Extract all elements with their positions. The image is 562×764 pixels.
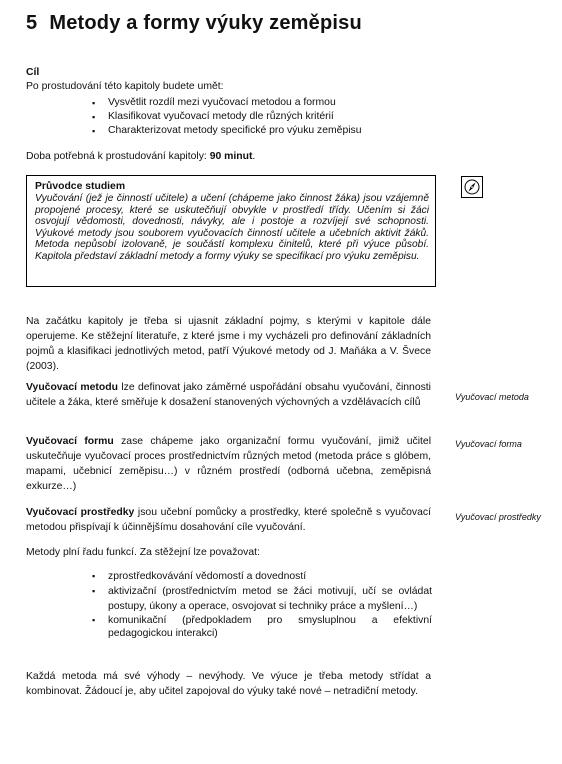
goal-list [92, 96, 362, 138]
study-guide-box [26, 175, 436, 287]
intro-paragraph: Na začátku kapitoly je třeba si ujasnit základní pojmy, s kterými v kapitole dále operujeme. Ke stěžejní literatuře, z které jsme i my vycházeli pro definování základních pojmů a klasifikaci jednotlivých metod, patří Výukové metody od J. Maňáka a V. Švece (2003). [26, 316, 431, 372]
duration-label: Doba potřebná k prostudování kapitoly: [26, 151, 207, 162]
study-duration: Doba potřebná k prostudování kapitoly: 90 minut. [26, 151, 256, 162]
function-item: ▪ komunikační (předpokladem pro smysluplnou a efektivní pedagogickou interakci) [92, 614, 432, 640]
definition-means [26, 505, 431, 535]
definition-text: zase chápeme jako organizační formu vyučování, jimiž učitel uskutečňuje vyučovací proces prostřednictvím různých metod (metoda práce s glóbem, mapami, učebnicí zeměpisu…) v různém prostředí (odborná učebna, zeměpisná exkurze…) [26, 436, 432, 492]
goal-intro: Po prostudování této kapitoly budete umět: [26, 81, 224, 92]
page-title [26, 12, 362, 35]
study-guide-text: Vyučování (jež je činností učitele) a učení (chápeme jako činnost žáka) jsou vzájemně propojené procesy, které se uskutečňují obvykle v prostředí třídy. Učením si žáci osvojují vědomosti, dovednosti, návyky, ale i postoje a rozvíjejí své schopnosti. Výukové metody jsou souborem vyučovacích činností učitele a učebních aktivit žáků. Metoda nepůsobí izolovaně, je součástí komplexu činitelů, které při výuce působí. Kapitola představí základní metody a formy výuky se specifikací pro výuku zeměpisu. [35, 193, 429, 262]
chapter-number: 5 [26, 12, 38, 34]
definition-form [26, 434, 431, 494]
goal-item: ▪ Charakterizovat metody specifické pro výuku zeměpisu [92, 124, 362, 138]
definition-term: Vyučovací formu [26, 436, 114, 447]
goal-item: ▪ Klasifikovat vyučovací metody dle různých kritérií [92, 110, 362, 124]
definition-text: lze definovat jako záměrné uspořádání obsahu vyučování, činnosti učitele a žáka, které směřuje k dosažení stanovených výchovných a vzdělávacích cílů [26, 382, 431, 408]
compass-icon [461, 176, 483, 198]
duration-value: 90 minut [209, 151, 253, 162]
definition-method [26, 380, 431, 410]
goal-item: ▪ Vysvětlit rozdíl mezi vyučovací metodou a formou [92, 96, 362, 110]
closing-paragraph: Každá metoda má své výhody – nevýhody. Ve výuce je třeba metody střídat a kombinovat. Žádoucí je, aby učitel zapojoval do výuky také nové – netradiční metody. [26, 671, 431, 697]
functions-list [92, 569, 432, 640]
margin-note-means: Vyučovací prostředky [455, 512, 541, 522]
margin-note-method: Vyučovací metoda [455, 392, 529, 402]
definition-term: Vyučovací metodu [26, 382, 118, 393]
goal-heading: Cíl [26, 67, 40, 78]
function-item: ▪ zprostředkovávání vědomostí a dovedností [92, 569, 432, 584]
definition-text: jsou učební pomůcky a prostředky, které společně s vyučovací metodou přispívají k účinnějšímu dosahování cíle vyučování. [26, 507, 431, 533]
chapter-title: Metody a formy výuky zeměpisu [49, 12, 362, 34]
definition-term: Vyučovací prostředky [26, 507, 135, 518]
functions-intro: Metody plní řadu funkcí. Za stěžejní lze považovat: [26, 547, 260, 558]
margin-note-form: Vyučovací forma [455, 439, 522, 449]
function-item: ▪ aktivizační (prostřednictvím metod se žáci motivují, učí se ovládat postupy, úkony a operace, osvojovat si techniky práce a myšlení…) [92, 584, 432, 614]
study-guide-title: Průvodce studiem [35, 181, 126, 192]
